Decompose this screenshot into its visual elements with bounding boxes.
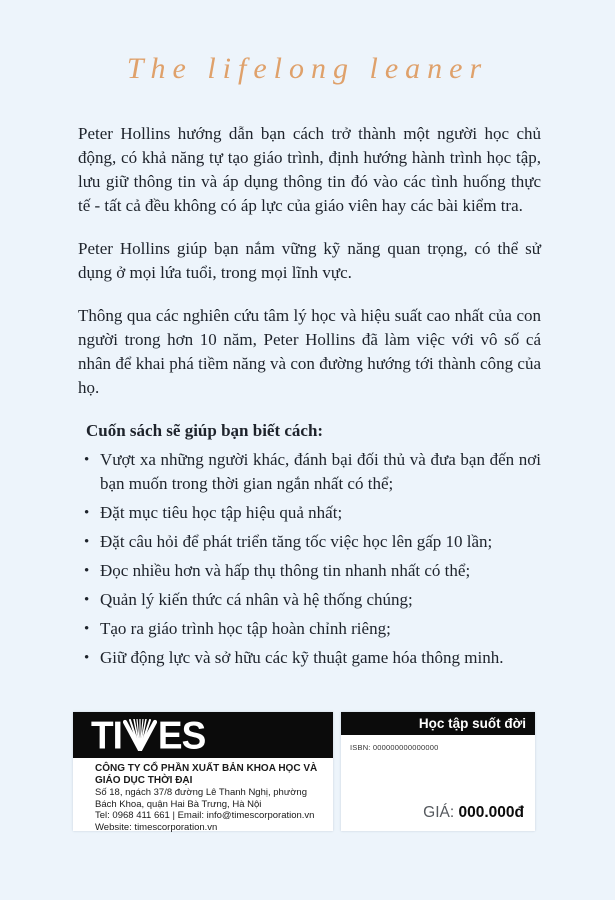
list-item-text: Giữ động lực và sở hữu các kỹ thuật game hóa thông minh. <box>100 648 504 667</box>
list-item-text: Đặt câu hỏi để phát triển tăng tốc việc học lên gấp 10 lần; <box>100 532 493 551</box>
price-label: GIÁ: <box>423 804 455 821</box>
list-item <box>78 588 541 612</box>
list-item-text: Đọc nhiều hơn và hấp thụ thông tin nhanh nhất có thể; <box>100 561 471 580</box>
publisher-address-line1: Số 18, ngách 37/8 đường Lê Thanh Nghị, phường <box>95 787 307 798</box>
benefits-heading: Cuốn sách sẽ giúp bạn biết cách: <box>86 421 324 440</box>
series-label: Học tập suốt đời <box>341 712 535 735</box>
price-value: 000.000đ <box>458 804 524 821</box>
synopsis-paragraph-2: Peter Hollins giúp bạn nắm vững kỹ năng quan trọng, có thể sử dụng ở mọi lứa tuổi, trong mọi lĩnh vực. <box>78 239 541 282</box>
price-line <box>423 804 524 822</box>
list-item-text: Đặt mục tiêu học tập hiệu quả nhất; <box>100 503 343 522</box>
times-logo <box>73 712 333 758</box>
publisher-company-name <box>95 763 323 787</box>
publisher-company-line2: GIÁO DỤC THỜI ĐẠI <box>95 775 193 786</box>
bullet-icon: • <box>84 621 90 637</box>
list-item <box>78 501 541 525</box>
times-logo-fan-m-icon <box>123 719 157 751</box>
bullet-icon: • <box>84 650 90 666</box>
list-item-text: Tạo ra giáo trình học tập hoàn chỉnh riêng; <box>100 619 391 638</box>
times-logo-prefix: TI <box>91 713 122 757</box>
isbn-label: ISBN: 000000000000000 <box>350 743 439 752</box>
list-item <box>78 530 541 554</box>
price-box <box>341 712 535 831</box>
synopsis-paragraph-1: Peter Hollins hướng dẫn bạn cách trở thành một người học chủ động, có khả năng tự tạo giáo trình, định hướng hành trình học tập, lưu giữ thông tin và áp dụng thông tin đó vào các tình huống thực tế - tất cả đều không có áp lực của giáo viên hay các bài kiểm tra. <box>78 124 541 215</box>
cover-content <box>0 86 615 670</box>
benefits-list <box>78 448 541 670</box>
bullet-icon: • <box>84 505 90 521</box>
cover-footer <box>73 712 535 831</box>
bullet-icon: • <box>84 452 90 468</box>
list-item <box>78 448 541 496</box>
list-item <box>78 646 541 670</box>
list-item <box>78 617 541 641</box>
publisher-box <box>73 712 333 831</box>
bullet-icon: • <box>84 534 90 550</box>
publisher-info <box>73 758 333 833</box>
bullet-icon: • <box>84 592 90 608</box>
list-item-text: Vượt xa những người khác, đánh bại đối thủ và đưa bạn đến nơi bạn muốn trong thời gian ngắn nhất có thể; <box>100 450 541 493</box>
publisher-company-line1: CÔNG TY CỔ PHẦN XUẤT BẢN KHOA HỌC VÀ <box>95 763 318 774</box>
publisher-address-line2: Bách Khoa, quận Hai Bà Trưng, Hà Nội <box>95 798 262 810</box>
publisher-contact: Tel: 0968 411 661 | Email: info@timescorporation.vn <box>95 810 315 821</box>
book-title: The lifelong leaner <box>126 52 489 85</box>
list-item <box>78 559 541 583</box>
publisher-website: Website: timescorporation.vn <box>95 821 218 833</box>
bullet-icon: • <box>84 563 90 579</box>
synopsis-paragraph-3: Thông qua các nghiên cứu tâm lý học và hiệu suất cao nhất của con người trong hơn 10 năm, Peter Hollins đã làm việc với vô số cá nhân để khai phá tiềm năng và con đường hướng tới thành công của họ. <box>78 306 541 397</box>
times-logo-suffix: ES <box>157 713 206 757</box>
list-item-text: Quản lý kiến thức cá nhân và hệ thống chúng; <box>100 590 413 609</box>
